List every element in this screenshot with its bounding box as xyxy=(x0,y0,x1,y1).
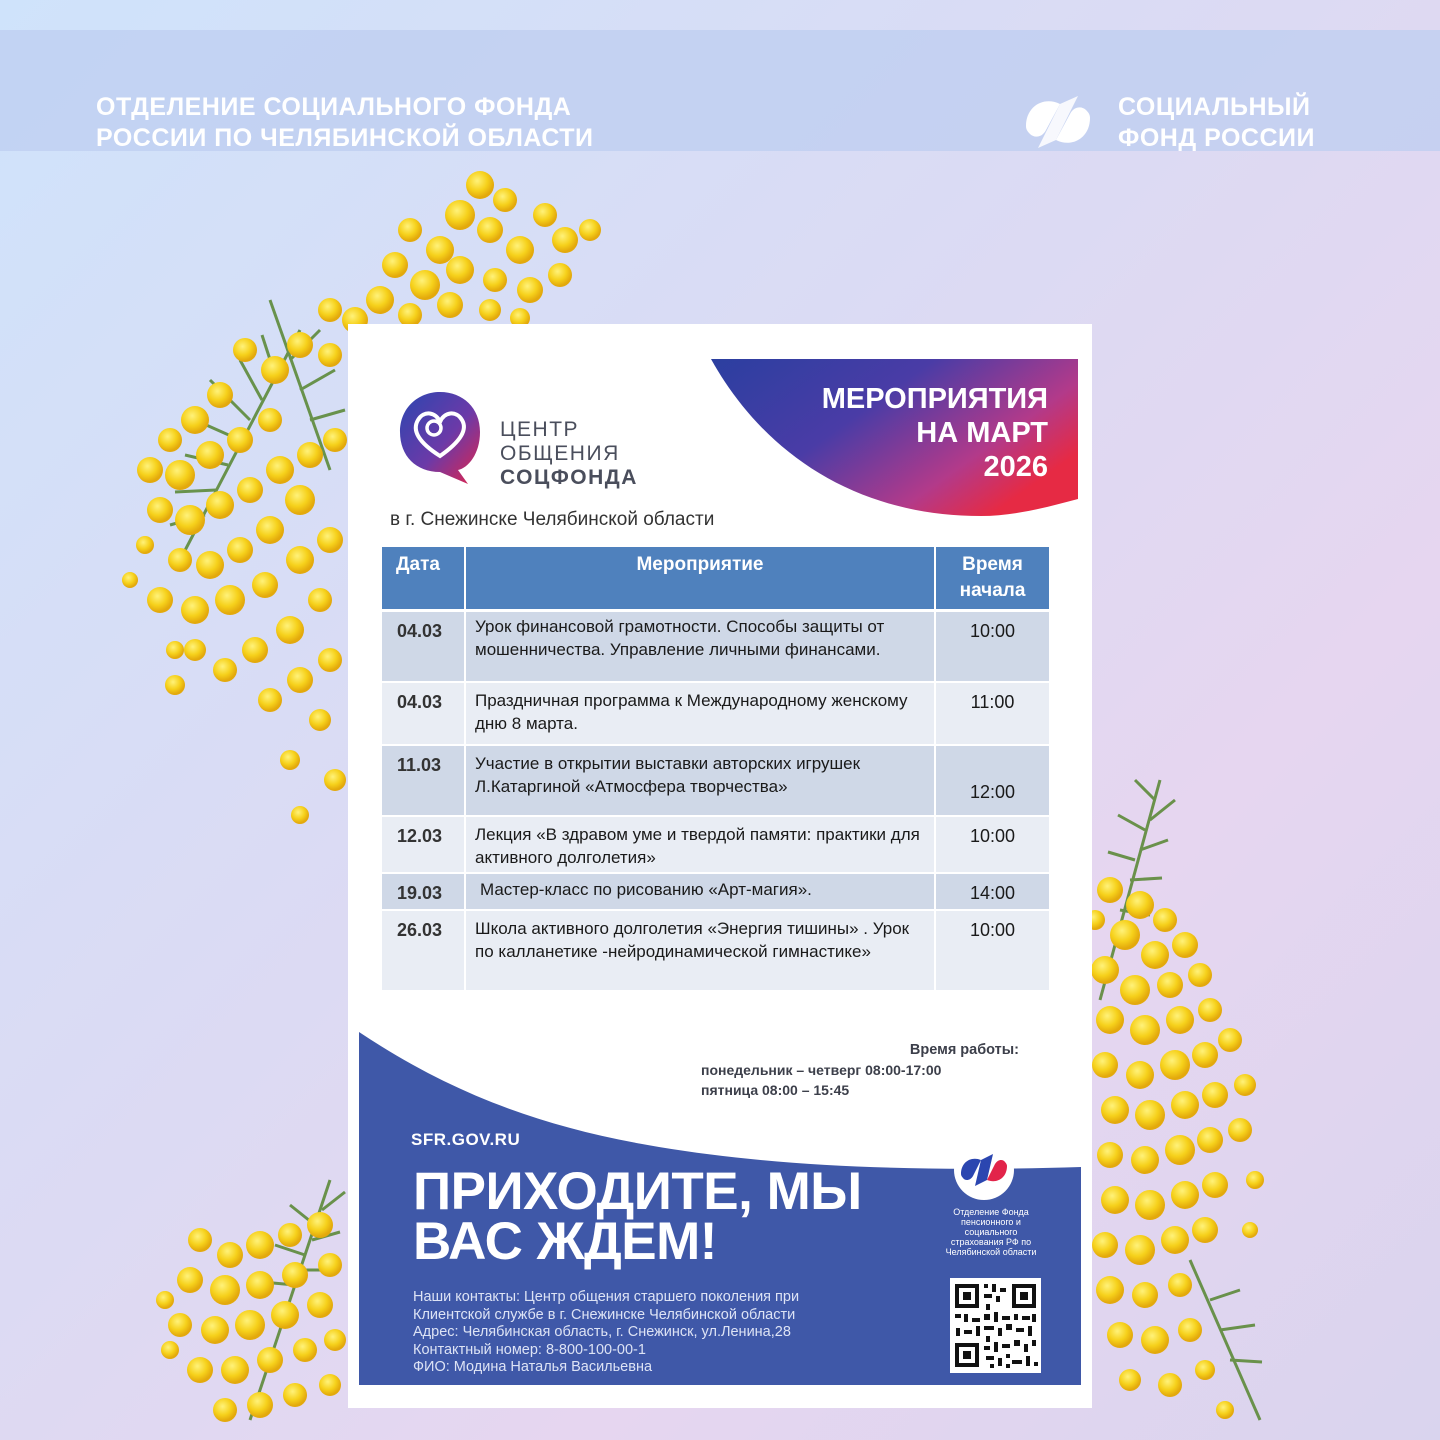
table-row xyxy=(382,682,1049,745)
table-header-row xyxy=(382,547,1049,611)
event-title: Школа активного долголетия «Энергия тишины» . Урок по калланетике -нейродинамической гимнастике» xyxy=(465,910,935,991)
heart-bubble-logo-icon xyxy=(398,390,483,486)
table-row xyxy=(382,816,1049,873)
center-name-line1: ЦЕНТР xyxy=(500,418,580,441)
event-title: Мастер-класс по рисованию «Арт-магия». xyxy=(465,873,935,910)
table-row xyxy=(382,910,1049,991)
event-time: 10:00 xyxy=(935,611,1049,682)
branch-title-line2: РОССИИ ПО ЧЕЛЯБИНСКОЙ ОБЛАСТИ xyxy=(96,124,594,152)
event-date: 04.03 xyxy=(382,682,465,745)
contacts-person: ФИО: Модина Наталья Васильевна xyxy=(413,1359,653,1375)
branch-title-line1: ОТДЕЛЕНИЕ СОЦИАЛЬНОГО ФОНДА xyxy=(96,93,572,121)
event-title: Лекция «В здравом уме и твердой памяти: практики для активного долголетия» xyxy=(465,816,935,873)
table-row xyxy=(382,873,1049,910)
event-time: 12:00 xyxy=(935,745,1049,816)
contacts-line: Наши контакты: Центр общения старшего поколения при xyxy=(413,1289,800,1305)
column-header-time-line2: начала xyxy=(959,580,1026,601)
working-hours xyxy=(701,1040,1019,1100)
contacts-address: Адрес: Челябинская область, г. Снежинск, ул.Ленина,28 xyxy=(413,1324,791,1340)
event-time: 10:00 xyxy=(935,910,1049,991)
table-row xyxy=(382,745,1049,816)
website-link[interactable]: SFR.GOV.RU xyxy=(411,1130,521,1149)
poster-title-year: 2026 xyxy=(983,451,1048,483)
event-date: 11.03 xyxy=(382,745,465,816)
column-header-date: Дата xyxy=(382,547,465,611)
poster-title xyxy=(822,382,1048,484)
working-hours-title: Время работы: xyxy=(909,1042,1019,1058)
event-time: 14:00 xyxy=(935,873,1049,910)
contacts-block xyxy=(413,1289,799,1377)
center-name xyxy=(500,418,638,490)
event-date: 04.03 xyxy=(382,611,465,682)
poster-title-line2: НА МАРТ xyxy=(916,417,1048,449)
contacts-line: Клиентской службе в г. Снежинске Челябинской области xyxy=(413,1306,796,1323)
poster-title-line1: МЕРОПРИЯТИЯ xyxy=(821,383,1048,415)
event-time: 11:00 xyxy=(935,682,1049,745)
call-to-action-line2: ВАС ЖДЕМ! xyxy=(413,1212,717,1271)
call-to-action xyxy=(413,1162,862,1271)
center-name-line3: СОЦФОНДА xyxy=(500,466,638,489)
contacts-phone: Контактный номер: 8-800-100-00-1 xyxy=(413,1341,646,1358)
fund-name-line1: СОЦИАЛЬНЫЙ xyxy=(1118,93,1311,121)
sfr-emblem-caption: Отделение Фонда пенсионного и социального страхования РФ по Челябинской области xyxy=(945,1207,1037,1257)
call-to-action-line1: ПРИХОДИТЕ, МЫ xyxy=(413,1162,862,1221)
event-title: Праздничная программа к Международному женскому дню 8 марта. xyxy=(465,682,935,745)
column-header-time xyxy=(935,547,1049,611)
table-row xyxy=(382,611,1049,682)
event-date: 19.03 xyxy=(382,873,465,910)
qr-code-icon[interactable] xyxy=(950,1278,1041,1373)
sfr-emblem-icon xyxy=(951,1140,1017,1200)
events-table xyxy=(382,547,1049,992)
event-time: 10:00 xyxy=(935,816,1049,873)
working-hours-weekdays: понедельник – четверг 08:00-17:00 xyxy=(701,1062,942,1078)
event-title: Участие в открытии выставки авторских игрушек Л.Катаргиной «Атмосфера творчества» xyxy=(465,745,935,816)
event-date: 12.03 xyxy=(382,816,465,873)
column-header-event: Мероприятие xyxy=(465,547,935,611)
event-date: 26.03 xyxy=(382,910,465,991)
column-header-time-line1: Время xyxy=(962,554,1023,575)
city-subtitle: в г. Снежинске Челябинской области xyxy=(390,509,715,530)
working-hours-friday: пятница 08:00 – 15:45 xyxy=(701,1082,850,1098)
events-poster xyxy=(348,324,1092,1408)
fund-name-line2: ФОНД РОССИИ xyxy=(1118,124,1315,152)
center-name-line2: ОБЩЕНИЯ xyxy=(500,442,620,465)
event-title: Урок финансовой грамотности. Способы защиты от мошенничества. Управление личными финансами. xyxy=(465,611,935,682)
